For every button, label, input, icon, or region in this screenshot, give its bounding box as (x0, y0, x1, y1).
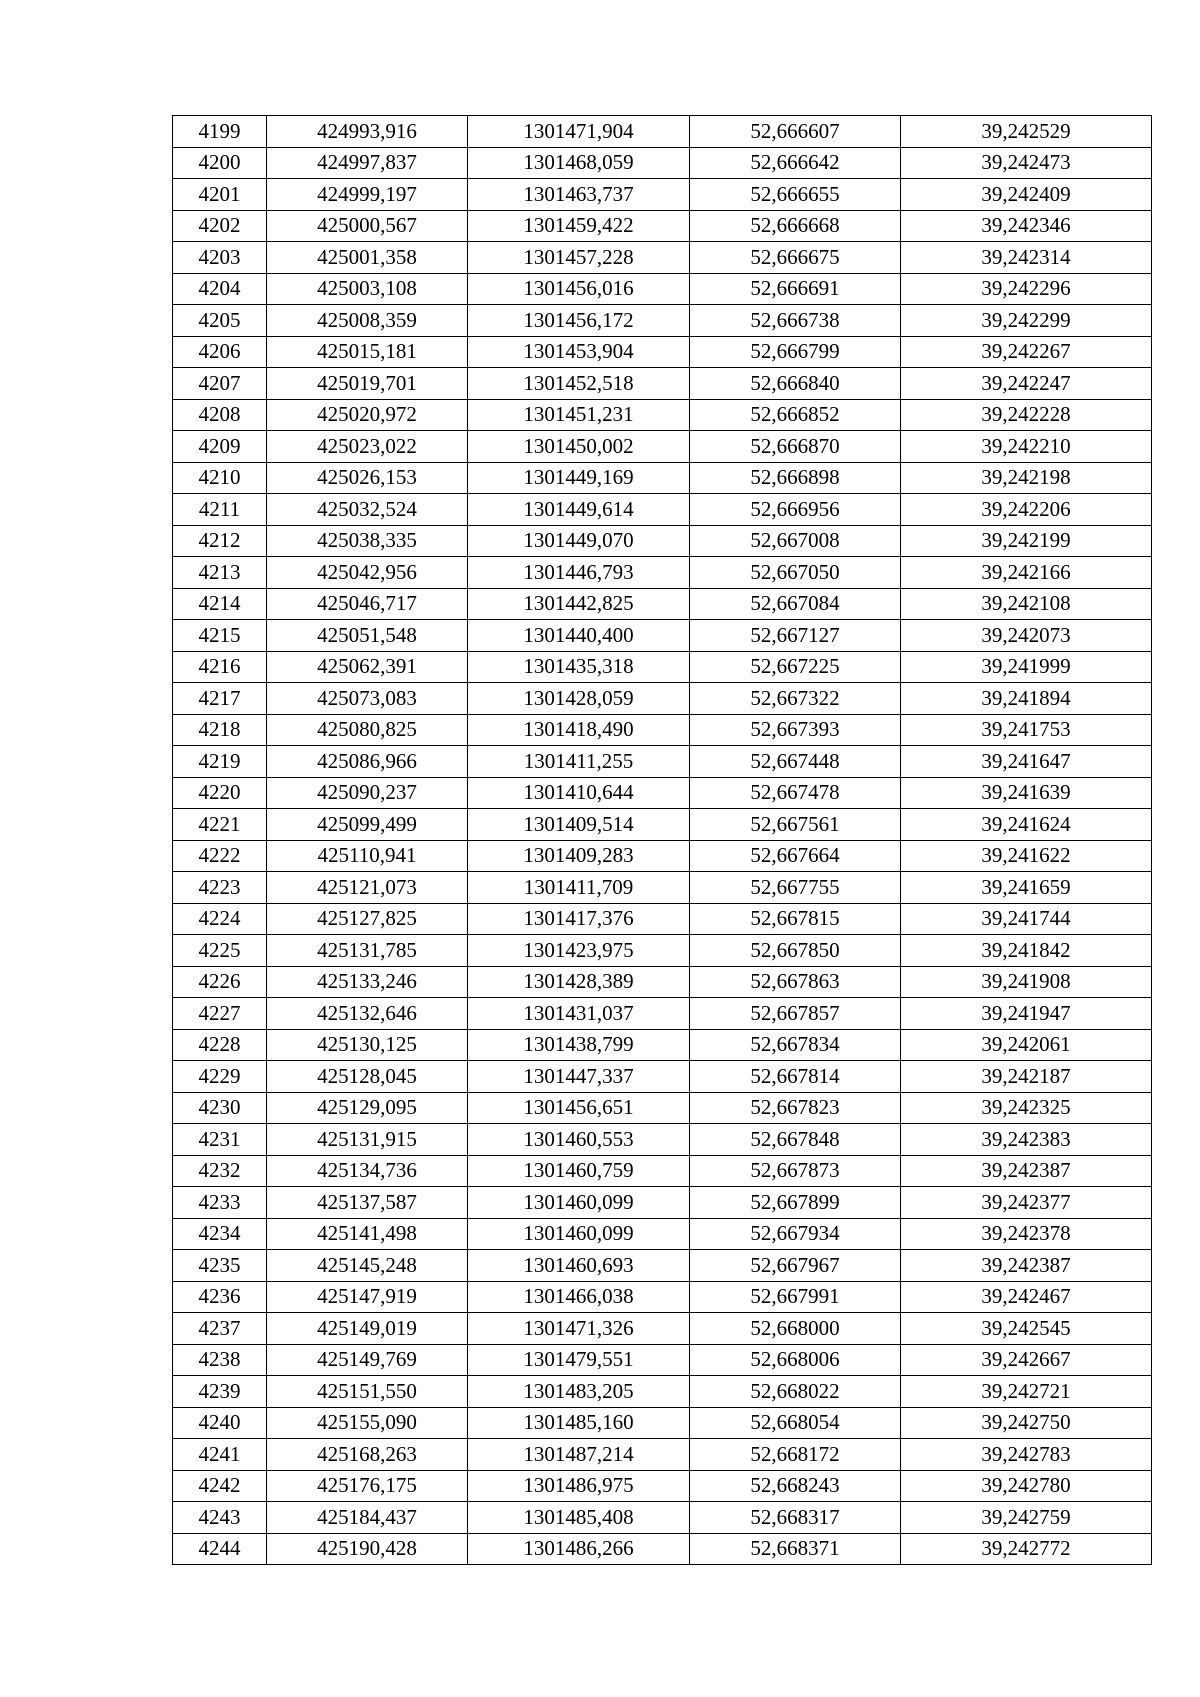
x-coordinate-cell: 425086,966 (267, 746, 468, 778)
y-coordinate-cell: 1301487,214 (468, 1439, 690, 1471)
y-coordinate-cell: 1301428,059 (468, 683, 690, 715)
y-coordinate-cell: 1301463,737 (468, 179, 690, 211)
point-number-cell: 4222 (173, 840, 267, 872)
latitude-cell: 52,666898 (690, 462, 901, 494)
longitude-cell: 39,242228 (901, 399, 1152, 431)
latitude-cell: 52,668371 (690, 1533, 901, 1565)
point-number-cell: 4206 (173, 336, 267, 368)
point-number-cell: 4207 (173, 368, 267, 400)
table-row (173, 1218, 1152, 1250)
x-coordinate-cell: 425141,498 (267, 1218, 468, 1250)
y-coordinate-cell: 1301449,070 (468, 525, 690, 557)
latitude-cell: 52,668006 (690, 1344, 901, 1376)
coordinates-table-body (173, 116, 1152, 1565)
point-number-cell: 4214 (173, 588, 267, 620)
longitude-cell: 39,241624 (901, 809, 1152, 841)
longitude-cell: 39,242247 (901, 368, 1152, 400)
longitude-cell: 39,242108 (901, 588, 1152, 620)
table-row (173, 620, 1152, 652)
point-number-cell: 4205 (173, 305, 267, 337)
longitude-cell: 39,242166 (901, 557, 1152, 589)
point-number-cell: 4237 (173, 1313, 267, 1345)
x-coordinate-cell: 425128,045 (267, 1061, 468, 1093)
longitude-cell: 39,242206 (901, 494, 1152, 526)
x-coordinate-cell: 425042,956 (267, 557, 468, 589)
y-coordinate-cell: 1301431,037 (468, 998, 690, 1030)
x-coordinate-cell: 425133,246 (267, 966, 468, 998)
latitude-cell: 52,668317 (690, 1502, 901, 1534)
table-row (173, 1344, 1152, 1376)
longitude-cell: 39,242346 (901, 210, 1152, 242)
latitude-cell: 52,667755 (690, 872, 901, 904)
latitude-cell: 52,667664 (690, 840, 901, 872)
latitude-cell: 52,667448 (690, 746, 901, 778)
latitude-cell: 52,667850 (690, 935, 901, 967)
latitude-cell: 52,666738 (690, 305, 901, 337)
y-coordinate-cell: 1301451,231 (468, 399, 690, 431)
table-row (173, 1502, 1152, 1534)
x-coordinate-cell: 425121,073 (267, 872, 468, 904)
x-coordinate-cell: 425137,587 (267, 1187, 468, 1219)
y-coordinate-cell: 1301486,266 (468, 1533, 690, 1565)
table-row (173, 1029, 1152, 1061)
x-coordinate-cell: 425019,701 (267, 368, 468, 400)
x-coordinate-cell: 425127,825 (267, 903, 468, 935)
point-number-cell: 4234 (173, 1218, 267, 1250)
latitude-cell: 52,666840 (690, 368, 901, 400)
table-row (173, 872, 1152, 904)
x-coordinate-cell: 425008,359 (267, 305, 468, 337)
x-coordinate-cell: 424999,197 (267, 179, 468, 211)
point-number-cell: 4228 (173, 1029, 267, 1061)
y-coordinate-cell: 1301471,326 (468, 1313, 690, 1345)
point-number-cell: 4199 (173, 116, 267, 148)
x-coordinate-cell: 425131,915 (267, 1124, 468, 1156)
latitude-cell: 52,667561 (690, 809, 901, 841)
y-coordinate-cell: 1301471,904 (468, 116, 690, 148)
point-number-cell: 4233 (173, 1187, 267, 1219)
latitude-cell: 52,667322 (690, 683, 901, 715)
latitude-cell: 52,668243 (690, 1470, 901, 1502)
y-coordinate-cell: 1301411,709 (468, 872, 690, 904)
y-coordinate-cell: 1301452,518 (468, 368, 690, 400)
x-coordinate-cell: 425015,181 (267, 336, 468, 368)
longitude-cell: 39,241999 (901, 651, 1152, 683)
table-row (173, 1250, 1152, 1282)
table-row (173, 903, 1152, 935)
longitude-cell: 39,242772 (901, 1533, 1152, 1565)
longitude-cell: 39,242378 (901, 1218, 1152, 1250)
latitude-cell: 52,666870 (690, 431, 901, 463)
table-row (173, 1187, 1152, 1219)
point-number-cell: 4221 (173, 809, 267, 841)
table-row (173, 494, 1152, 526)
x-coordinate-cell: 425129,095 (267, 1092, 468, 1124)
y-coordinate-cell: 1301410,644 (468, 777, 690, 809)
x-coordinate-cell: 425051,548 (267, 620, 468, 652)
point-number-cell: 4218 (173, 714, 267, 746)
longitude-cell: 39,242387 (901, 1250, 1152, 1282)
point-number-cell: 4232 (173, 1155, 267, 1187)
latitude-cell: 52,667863 (690, 966, 901, 998)
y-coordinate-cell: 1301486,975 (468, 1470, 690, 1502)
table-row (173, 1439, 1152, 1471)
x-coordinate-cell: 425099,499 (267, 809, 468, 841)
y-coordinate-cell: 1301446,793 (468, 557, 690, 589)
longitude-cell: 39,242061 (901, 1029, 1152, 1061)
latitude-cell: 52,668054 (690, 1407, 901, 1439)
point-number-cell: 4210 (173, 462, 267, 494)
latitude-cell: 52,668000 (690, 1313, 901, 1345)
longitude-cell: 39,242387 (901, 1155, 1152, 1187)
y-coordinate-cell: 1301457,228 (468, 242, 690, 274)
y-coordinate-cell: 1301447,337 (468, 1061, 690, 1093)
longitude-cell: 39,242783 (901, 1439, 1152, 1471)
latitude-cell: 52,667873 (690, 1155, 901, 1187)
point-number-cell: 4216 (173, 651, 267, 683)
longitude-cell: 39,242529 (901, 116, 1152, 148)
longitude-cell: 39,241753 (901, 714, 1152, 746)
point-number-cell: 4212 (173, 525, 267, 557)
table-row (173, 462, 1152, 494)
y-coordinate-cell: 1301460,553 (468, 1124, 690, 1156)
point-number-cell: 4230 (173, 1092, 267, 1124)
x-coordinate-cell: 425023,022 (267, 431, 468, 463)
y-coordinate-cell: 1301466,038 (468, 1281, 690, 1313)
longitude-cell: 39,242377 (901, 1187, 1152, 1219)
table-row (173, 714, 1152, 746)
coordinates-table (172, 115, 1152, 1565)
point-number-cell: 4209 (173, 431, 267, 463)
table-row (173, 1061, 1152, 1093)
table-row (173, 840, 1152, 872)
latitude-cell: 52,667393 (690, 714, 901, 746)
table-row (173, 746, 1152, 778)
x-coordinate-cell: 425032,524 (267, 494, 468, 526)
table-row (173, 336, 1152, 368)
y-coordinate-cell: 1301442,825 (468, 588, 690, 620)
longitude-cell: 39,242545 (901, 1313, 1152, 1345)
latitude-cell: 52,667834 (690, 1029, 901, 1061)
table-row (173, 1376, 1152, 1408)
x-coordinate-cell: 425151,550 (267, 1376, 468, 1408)
point-number-cell: 4219 (173, 746, 267, 778)
point-number-cell: 4208 (173, 399, 267, 431)
longitude-cell: 39,242383 (901, 1124, 1152, 1156)
x-coordinate-cell: 425168,263 (267, 1439, 468, 1471)
latitude-cell: 52,668022 (690, 1376, 901, 1408)
table-row (173, 399, 1152, 431)
table-row (173, 368, 1152, 400)
x-coordinate-cell: 425184,437 (267, 1502, 468, 1534)
longitude-cell: 39,242314 (901, 242, 1152, 274)
x-coordinate-cell: 425132,646 (267, 998, 468, 1030)
table-row (173, 777, 1152, 809)
table-row (173, 116, 1152, 148)
longitude-cell: 39,242187 (901, 1061, 1152, 1093)
table-row (173, 179, 1152, 211)
longitude-cell: 39,241947 (901, 998, 1152, 1030)
longitude-cell: 39,241622 (901, 840, 1152, 872)
table-row (173, 210, 1152, 242)
point-number-cell: 4239 (173, 1376, 267, 1408)
y-coordinate-cell: 1301450,002 (468, 431, 690, 463)
latitude-cell: 52,666799 (690, 336, 901, 368)
x-coordinate-cell: 425080,825 (267, 714, 468, 746)
longitude-cell: 39,241639 (901, 777, 1152, 809)
x-coordinate-cell: 425000,567 (267, 210, 468, 242)
latitude-cell: 52,666852 (690, 399, 901, 431)
y-coordinate-cell: 1301411,255 (468, 746, 690, 778)
longitude-cell: 39,242759 (901, 1502, 1152, 1534)
longitude-cell: 39,241659 (901, 872, 1152, 904)
point-number-cell: 4224 (173, 903, 267, 935)
x-coordinate-cell: 425131,785 (267, 935, 468, 967)
x-coordinate-cell: 425134,736 (267, 1155, 468, 1187)
latitude-cell: 52,667967 (690, 1250, 901, 1282)
latitude-cell: 52,668172 (690, 1439, 901, 1471)
latitude-cell: 52,666675 (690, 242, 901, 274)
point-number-cell: 4227 (173, 998, 267, 1030)
y-coordinate-cell: 1301479,551 (468, 1344, 690, 1376)
point-number-cell: 4201 (173, 179, 267, 211)
point-number-cell: 4220 (173, 777, 267, 809)
x-coordinate-cell: 425149,019 (267, 1313, 468, 1345)
longitude-cell: 39,241842 (901, 935, 1152, 967)
longitude-cell: 39,242667 (901, 1344, 1152, 1376)
x-coordinate-cell: 425003,108 (267, 273, 468, 305)
point-number-cell: 4223 (173, 872, 267, 904)
point-number-cell: 4243 (173, 1502, 267, 1534)
latitude-cell: 52,666607 (690, 116, 901, 148)
latitude-cell: 52,667934 (690, 1218, 901, 1250)
y-coordinate-cell: 1301485,160 (468, 1407, 690, 1439)
longitude-cell: 39,242473 (901, 147, 1152, 179)
x-coordinate-cell: 425046,717 (267, 588, 468, 620)
point-number-cell: 4238 (173, 1344, 267, 1376)
table-row (173, 1092, 1152, 1124)
point-number-cell: 4231 (173, 1124, 267, 1156)
table-row (173, 1533, 1152, 1565)
x-coordinate-cell: 425147,919 (267, 1281, 468, 1313)
y-coordinate-cell: 1301417,376 (468, 903, 690, 935)
point-number-cell: 4235 (173, 1250, 267, 1282)
x-coordinate-cell: 425190,428 (267, 1533, 468, 1565)
x-coordinate-cell: 425073,083 (267, 683, 468, 715)
point-number-cell: 4225 (173, 935, 267, 967)
y-coordinate-cell: 1301456,016 (468, 273, 690, 305)
longitude-cell: 39,242073 (901, 620, 1152, 652)
longitude-cell: 39,242721 (901, 1376, 1152, 1408)
longitude-cell: 39,241908 (901, 966, 1152, 998)
table-row (173, 242, 1152, 274)
point-number-cell: 4242 (173, 1470, 267, 1502)
point-number-cell: 4229 (173, 1061, 267, 1093)
y-coordinate-cell: 1301418,490 (468, 714, 690, 746)
x-coordinate-cell: 425001,358 (267, 242, 468, 274)
longitude-cell: 39,242199 (901, 525, 1152, 557)
x-coordinate-cell: 424993,916 (267, 116, 468, 148)
x-coordinate-cell: 425110,941 (267, 840, 468, 872)
longitude-cell: 39,241744 (901, 903, 1152, 935)
y-coordinate-cell: 1301409,283 (468, 840, 690, 872)
point-number-cell: 4213 (173, 557, 267, 589)
latitude-cell: 52,667991 (690, 1281, 901, 1313)
point-number-cell: 4244 (173, 1533, 267, 1565)
table-row (173, 147, 1152, 179)
x-coordinate-cell: 425155,090 (267, 1407, 468, 1439)
latitude-cell: 52,667857 (690, 998, 901, 1030)
table-row (173, 1155, 1152, 1187)
longitude-cell: 39,242467 (901, 1281, 1152, 1313)
latitude-cell: 52,666956 (690, 494, 901, 526)
y-coordinate-cell: 1301460,759 (468, 1155, 690, 1187)
latitude-cell: 52,667848 (690, 1124, 901, 1156)
y-coordinate-cell: 1301460,693 (468, 1250, 690, 1282)
y-coordinate-cell: 1301409,514 (468, 809, 690, 841)
x-coordinate-cell: 425026,153 (267, 462, 468, 494)
x-coordinate-cell: 425145,248 (267, 1250, 468, 1282)
table-row (173, 1313, 1152, 1345)
point-number-cell: 4236 (173, 1281, 267, 1313)
table-row (173, 431, 1152, 463)
y-coordinate-cell: 1301438,799 (468, 1029, 690, 1061)
longitude-cell: 39,242299 (901, 305, 1152, 337)
x-coordinate-cell: 425130,125 (267, 1029, 468, 1061)
y-coordinate-cell: 1301428,389 (468, 966, 690, 998)
y-coordinate-cell: 1301485,408 (468, 1502, 690, 1534)
y-coordinate-cell: 1301459,422 (468, 210, 690, 242)
point-number-cell: 4226 (173, 966, 267, 998)
y-coordinate-cell: 1301468,059 (468, 147, 690, 179)
latitude-cell: 52,667225 (690, 651, 901, 683)
latitude-cell: 52,667084 (690, 588, 901, 620)
y-coordinate-cell: 1301456,172 (468, 305, 690, 337)
table-row (173, 557, 1152, 589)
latitude-cell: 52,666642 (690, 147, 901, 179)
longitude-cell: 39,242409 (901, 179, 1152, 211)
longitude-cell: 39,242210 (901, 431, 1152, 463)
latitude-cell: 52,666668 (690, 210, 901, 242)
latitude-cell: 52,667823 (690, 1092, 901, 1124)
table-row (173, 966, 1152, 998)
point-number-cell: 4200 (173, 147, 267, 179)
table-row (173, 1281, 1152, 1313)
x-coordinate-cell: 425062,391 (267, 651, 468, 683)
x-coordinate-cell: 425090,237 (267, 777, 468, 809)
longitude-cell: 39,242267 (901, 336, 1152, 368)
x-coordinate-cell: 425020,972 (267, 399, 468, 431)
longitude-cell: 39,242750 (901, 1407, 1152, 1439)
y-coordinate-cell: 1301449,614 (468, 494, 690, 526)
y-coordinate-cell: 1301423,975 (468, 935, 690, 967)
y-coordinate-cell: 1301483,205 (468, 1376, 690, 1408)
latitude-cell: 52,667815 (690, 903, 901, 935)
point-number-cell: 4240 (173, 1407, 267, 1439)
point-number-cell: 4211 (173, 494, 267, 526)
y-coordinate-cell: 1301435,318 (468, 651, 690, 683)
table-row (173, 1470, 1152, 1502)
table-row (173, 809, 1152, 841)
point-number-cell: 4241 (173, 1439, 267, 1471)
y-coordinate-cell: 1301440,400 (468, 620, 690, 652)
latitude-cell: 52,667050 (690, 557, 901, 589)
y-coordinate-cell: 1301453,904 (468, 336, 690, 368)
point-number-cell: 4204 (173, 273, 267, 305)
latitude-cell: 52,667814 (690, 1061, 901, 1093)
table-row (173, 525, 1152, 557)
table-row (173, 651, 1152, 683)
table-row (173, 683, 1152, 715)
y-coordinate-cell: 1301456,651 (468, 1092, 690, 1124)
longitude-cell: 39,242296 (901, 273, 1152, 305)
latitude-cell: 52,667899 (690, 1187, 901, 1219)
point-number-cell: 4215 (173, 620, 267, 652)
x-coordinate-cell: 425149,769 (267, 1344, 468, 1376)
latitude-cell: 52,666691 (690, 273, 901, 305)
longitude-cell: 39,242325 (901, 1092, 1152, 1124)
latitude-cell: 52,666655 (690, 179, 901, 211)
y-coordinate-cell: 1301460,099 (468, 1218, 690, 1250)
table-row (173, 1407, 1152, 1439)
table-row (173, 935, 1152, 967)
point-number-cell: 4203 (173, 242, 267, 274)
longitude-cell: 39,242780 (901, 1470, 1152, 1502)
longitude-cell: 39,242198 (901, 462, 1152, 494)
point-number-cell: 4202 (173, 210, 267, 242)
x-coordinate-cell: 425176,175 (267, 1470, 468, 1502)
table-row (173, 588, 1152, 620)
y-coordinate-cell: 1301460,099 (468, 1187, 690, 1219)
x-coordinate-cell: 424997,837 (267, 147, 468, 179)
latitude-cell: 52,667008 (690, 525, 901, 557)
table-row (173, 998, 1152, 1030)
table-row (173, 305, 1152, 337)
x-coordinate-cell: 425038,335 (267, 525, 468, 557)
latitude-cell: 52,667127 (690, 620, 901, 652)
latitude-cell: 52,667478 (690, 777, 901, 809)
longitude-cell: 39,241894 (901, 683, 1152, 715)
table-row (173, 273, 1152, 305)
table-row (173, 1124, 1152, 1156)
point-number-cell: 4217 (173, 683, 267, 715)
y-coordinate-cell: 1301449,169 (468, 462, 690, 494)
longitude-cell: 39,241647 (901, 746, 1152, 778)
